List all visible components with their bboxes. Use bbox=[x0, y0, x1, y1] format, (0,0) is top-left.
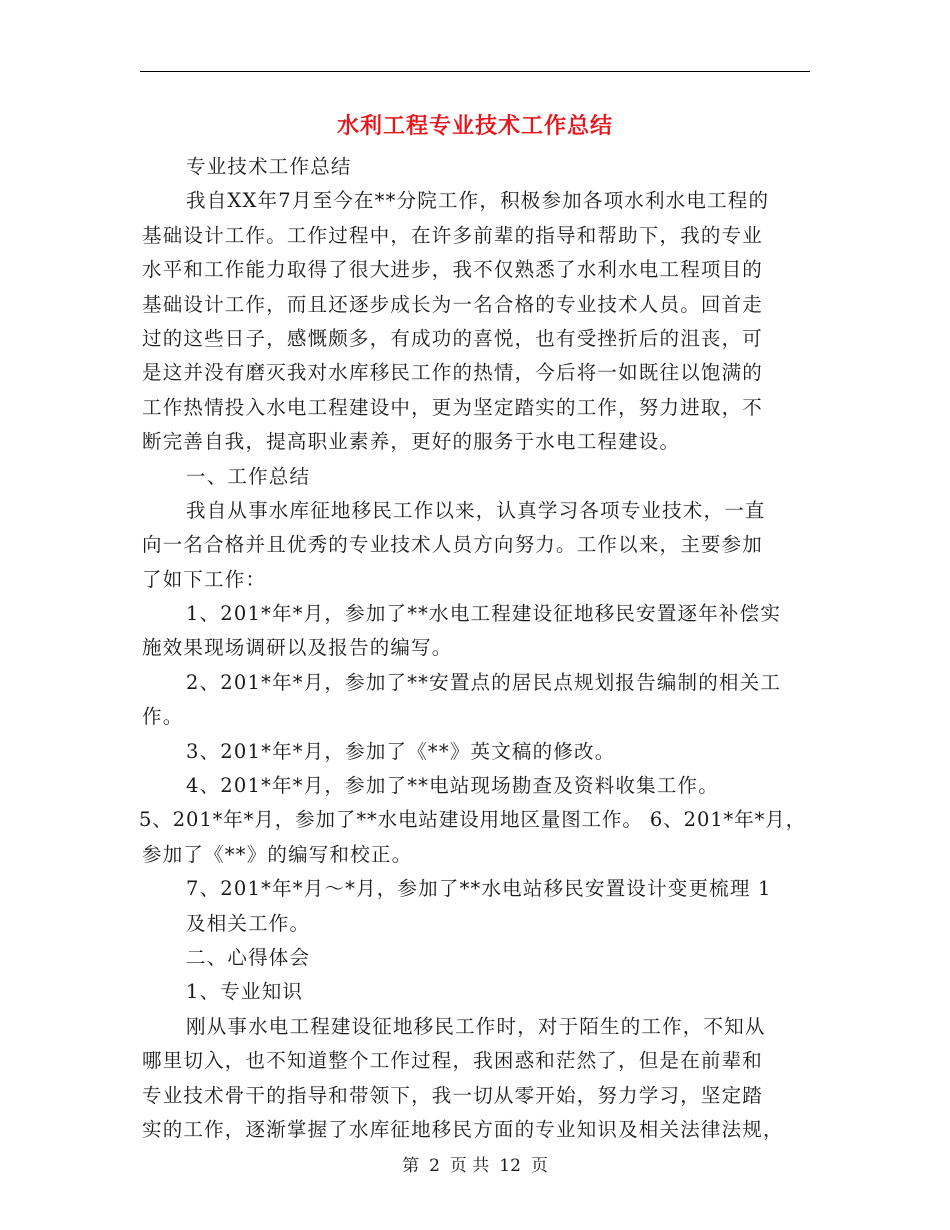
page-footer bbox=[140, 1154, 810, 1178]
document-body bbox=[139, 150, 810, 1147]
body-line: 水平和工作能力取得了很大进步，我不仅熟悉了水利水电工程项目的 bbox=[142, 258, 764, 282]
body-line: 我自从事水库征地移民工作以来，认真学习各项专业技术，一直 bbox=[186, 498, 766, 522]
footer-page-number: 2 bbox=[429, 1156, 440, 1176]
body-line: 及相关工作。 bbox=[186, 911, 311, 935]
body-line: 二、心得体会 bbox=[186, 945, 311, 969]
body-line: 5、201*年*月，参加了**水电站建设用地区量图工作。 6、201*年*月， bbox=[139, 808, 807, 832]
body-line: 了如下工作： bbox=[142, 567, 267, 591]
body-line: 工作热情投入水电工程建设中，更为坚定踏实的工作，努力进取，不 bbox=[142, 395, 764, 419]
body-line: 向一名合格并且优秀的专业技术人员方向努力。工作以来，主要参加 bbox=[142, 533, 764, 557]
body-line: 3、201*年*月，参加了《**》英文稿的修改。 bbox=[186, 739, 616, 763]
footer-suffix: 页 bbox=[530, 1156, 548, 1176]
body-line: 7、201*年*月～*月，参加了**水电站移民安置设计变更梳理 1 bbox=[186, 877, 772, 901]
body-line: 哪里切入，也不知道整个工作过程，我困惑和茫然了，但是在前辈和 bbox=[142, 1049, 764, 1073]
footer-prefix: 第 bbox=[402, 1156, 420, 1176]
header-rule bbox=[140, 71, 810, 72]
body-line: 施效果现场调研以及报告的编写。 bbox=[142, 636, 453, 660]
body-line: 我自XX年7月至今在**分院工作，积极参加各项水利水电工程的 bbox=[186, 189, 770, 213]
body-line: 作。 bbox=[142, 705, 184, 729]
body-line: 4、201*年*月，参加了**电站现场勘查及资料收集工作。 bbox=[186, 774, 719, 798]
body-line: 实的工作，逐渐掌握了水库征地移民方面的专业知识及相关法律法规， bbox=[142, 1117, 784, 1141]
body-line: 基础设计工作。工作过程中，在许多前辈的指导和帮助下，我的专业 bbox=[142, 223, 764, 247]
body-line: 过的这些日子，感慨颇多，有成功的喜悦，也有受挫折后的沮丧，可 bbox=[142, 326, 764, 350]
body-line: 参加了《**》的编写和校正。 bbox=[142, 842, 413, 866]
body-line: 基础设计工作，而且还逐步成长为一名合格的专业技术人员。回首走 bbox=[142, 292, 764, 316]
body-line: 专业技术骨干的指导和带领下，我一切从零开始，努力学习，坚定踏 bbox=[142, 1083, 764, 1107]
footer-middle: 页 共 bbox=[449, 1156, 490, 1176]
footer-total-pages: 12 bbox=[499, 1156, 521, 1176]
body-line: 1、专业知识 bbox=[186, 980, 304, 1004]
body-line: 是这并没有磨灭我对水库移民工作的热情，今后将一如既往以饱满的 bbox=[142, 361, 764, 385]
body-line: 2、201*年*月，参加了**安置点的居民点规划报告编制的相关工 bbox=[186, 670, 782, 694]
body-line: 专业技术工作总结 bbox=[186, 155, 352, 178]
body-line: 一、工作总结 bbox=[186, 464, 311, 488]
document-title: 水利工程专业技术工作总结 bbox=[336, 113, 613, 139]
body-line: 刚从事水电工程建设征地移民工作时，对于陌生的工作，不知从 bbox=[186, 1014, 766, 1038]
body-line: 1、201*年*月，参加了**水电工程建设征地移民安置逐年补偿实 bbox=[186, 602, 782, 626]
body-line: 断完善自我，提高职业素养，更好的服务于水电工程建设。 bbox=[142, 430, 681, 454]
